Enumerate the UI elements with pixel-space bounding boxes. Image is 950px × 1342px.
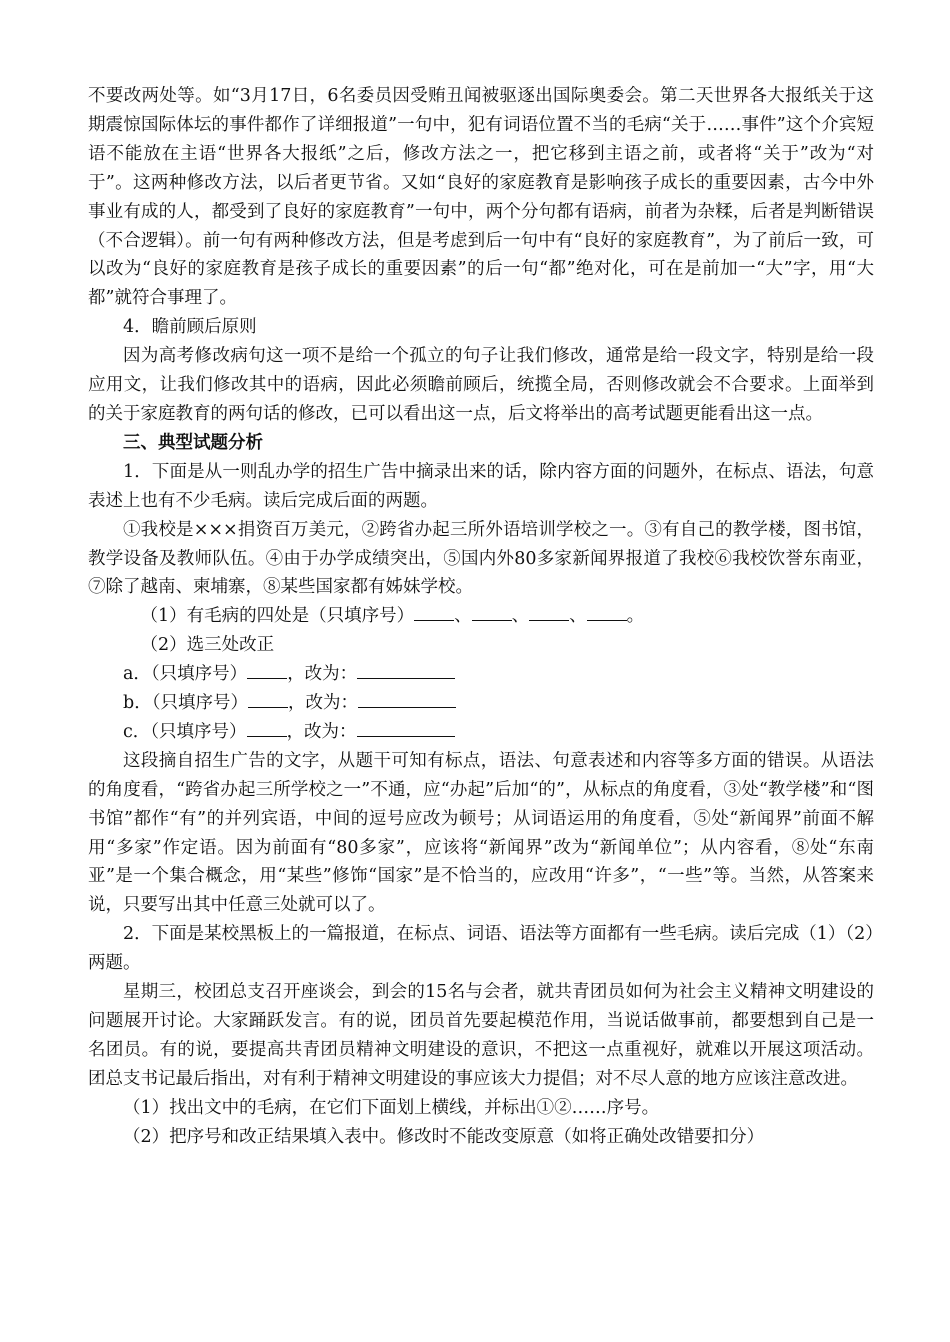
paragraph-principle-4: 因为高考修改病句这一项不是给一个孤立的句子让我们修改，通常是给一段文字，特别是给一段应用文，让我们修改其中的语病，因此必须瞻前顾后，统揽全局，否则修改就会不合要求。上面举到的关于家庭教育的两句话的修改，已可以看出这一点，后文将举出的高考试题更能看出这一点。	[88, 346, 874, 424]
answer-blank[interactable]	[358, 689, 456, 708]
answer-blank[interactable]	[248, 689, 288, 708]
document-body	[88, 82, 874, 1152]
answer-blank[interactable]	[357, 718, 455, 737]
answer-line-a: a．（只填序号） ，改为：	[88, 660, 874, 689]
answer-blank[interactable]	[414, 602, 454, 621]
paragraph-revision-principles: 不要改两处等。如“3月17日，6名委员因受贿丑闻被驱逐出国际奥委会。第二天世界各大报纸关于这期震惊国际体坛的事件都作了详细报道”一句中，犯有词语位置不当的毛病“关于……事件”这个介宾短语不能放在主语“世界各大报纸”之后，修改方法之一，把它移到主语之前，或者将“关于”改为“对于”。这两种修改方法，以后者更节省。又如“良好的家庭教育是影响孩子成长的重要因素，古今中外事业有成的人，都受到了良好的家庭教育”一句中，两个分句都有语病，前者为杂糅，后者是判断错误（不合逻辑）。前一句有两种修改方法，但是考虑到后一句中有“良好的家庭教育”，为了前后一致，可以改为“良好的家庭教育是孩子成长的重要因素”的后一句“都”绝对化，可在是前加一“大”字，用“大都”就符合事理了。	[88, 86, 874, 309]
question-2-part-1: （1）找出文中的毛病，在它们下面划上横线，并标出①②……序号。	[123, 1097, 660, 1118]
question-1-part-1: （1）有毛病的四处是（只填序号） 、 、 、 。	[88, 602, 874, 631]
answer-line-b: b．（只填序号） ，改为：	[88, 689, 874, 718]
section-heading: 三、典型试题分析	[123, 432, 263, 453]
answer-blank[interactable]	[529, 602, 569, 621]
answer-line-c: c．（只填序号） ，改为：	[88, 718, 874, 747]
question-2-report-text: 星期三，校团总支召开座谈会，到会的15名与会者，就共青团员如何为社会主义精神文明建设的问题展开讨论。大家踊跃发言。有的说，团员首先要起模范作用，当说话做事前，都要想到自己是一名团员。有的说，要提高共青团员精神文明建设的意识，不把这一点重视好，就难以开展这项活动。团总支书记最后指出，对有利于精神文明建设的事应该大力提倡；对不尽人意的地方应该注意改进。	[88, 982, 874, 1089]
answer-blank[interactable]	[587, 602, 627, 621]
question-1-part-2: （2）选三处改正	[140, 635, 275, 656]
answer-blank[interactable]	[472, 602, 512, 621]
answer-blank[interactable]	[357, 660, 455, 679]
question-2-part-2: （2）把序号和改正结果填入表中。修改时不能改变原意（如将正确处改错要扣分）	[123, 1126, 765, 1147]
answer-blank[interactable]	[247, 718, 287, 737]
answer-blank[interactable]	[247, 660, 287, 679]
question-1-analysis: 这段摘自招生广告的文字，从题干可知有标点，语法、句意表述和内容等多方面的错误。从语法的角度看，“跨省办起三所学校之一”不通，应“办起”后加“的”，从标点的角度看，③处“教学楼”和“图书馆”都作“有”的并列宾语，中间的逗号应改为顿号；从词语运用的角度看，⑤处“新闻界”前面不解用“多家”作定语。因为前面有“80多家”，应该将“新闻界”改为“新闻单位”；从内容看，⑧处“东南亚”是一个集合概念，用“某些”修饰“国家”是不恰当的，应改用“许多”，“一些”等。当然，从答案来说，只要写出其中任意三处就可以了。	[88, 750, 874, 916]
question-1-stem: 1．下面是从一则乱办学的招生广告中摘录出来的话，除内容方面的问题外，在标点、语法，句意表述上也有不少毛病。读后完成后面的两题。	[88, 461, 874, 511]
question-1-ad-text: ①我校是×××捐资百万美元，②跨省办起三所外语培训学校之一。③有自己的教学楼，图书馆，教学设备及教师队伍。④由于办学成绩突出，⑤国内外80多家新闻界报道了我校⑥我校饮誉东南亚，⑦除了越南、柬埔寨，⑧某些国家都有姊妹学校。	[88, 519, 874, 598]
question-2-stem: 2．下面是某校黑板上的一篇报道，在标点、词语、语法等方面都有一些毛病。读后完成（1）（2）两题。	[88, 924, 874, 974]
heading-principle-4: 4．瞻前顾后原则	[123, 317, 257, 338]
